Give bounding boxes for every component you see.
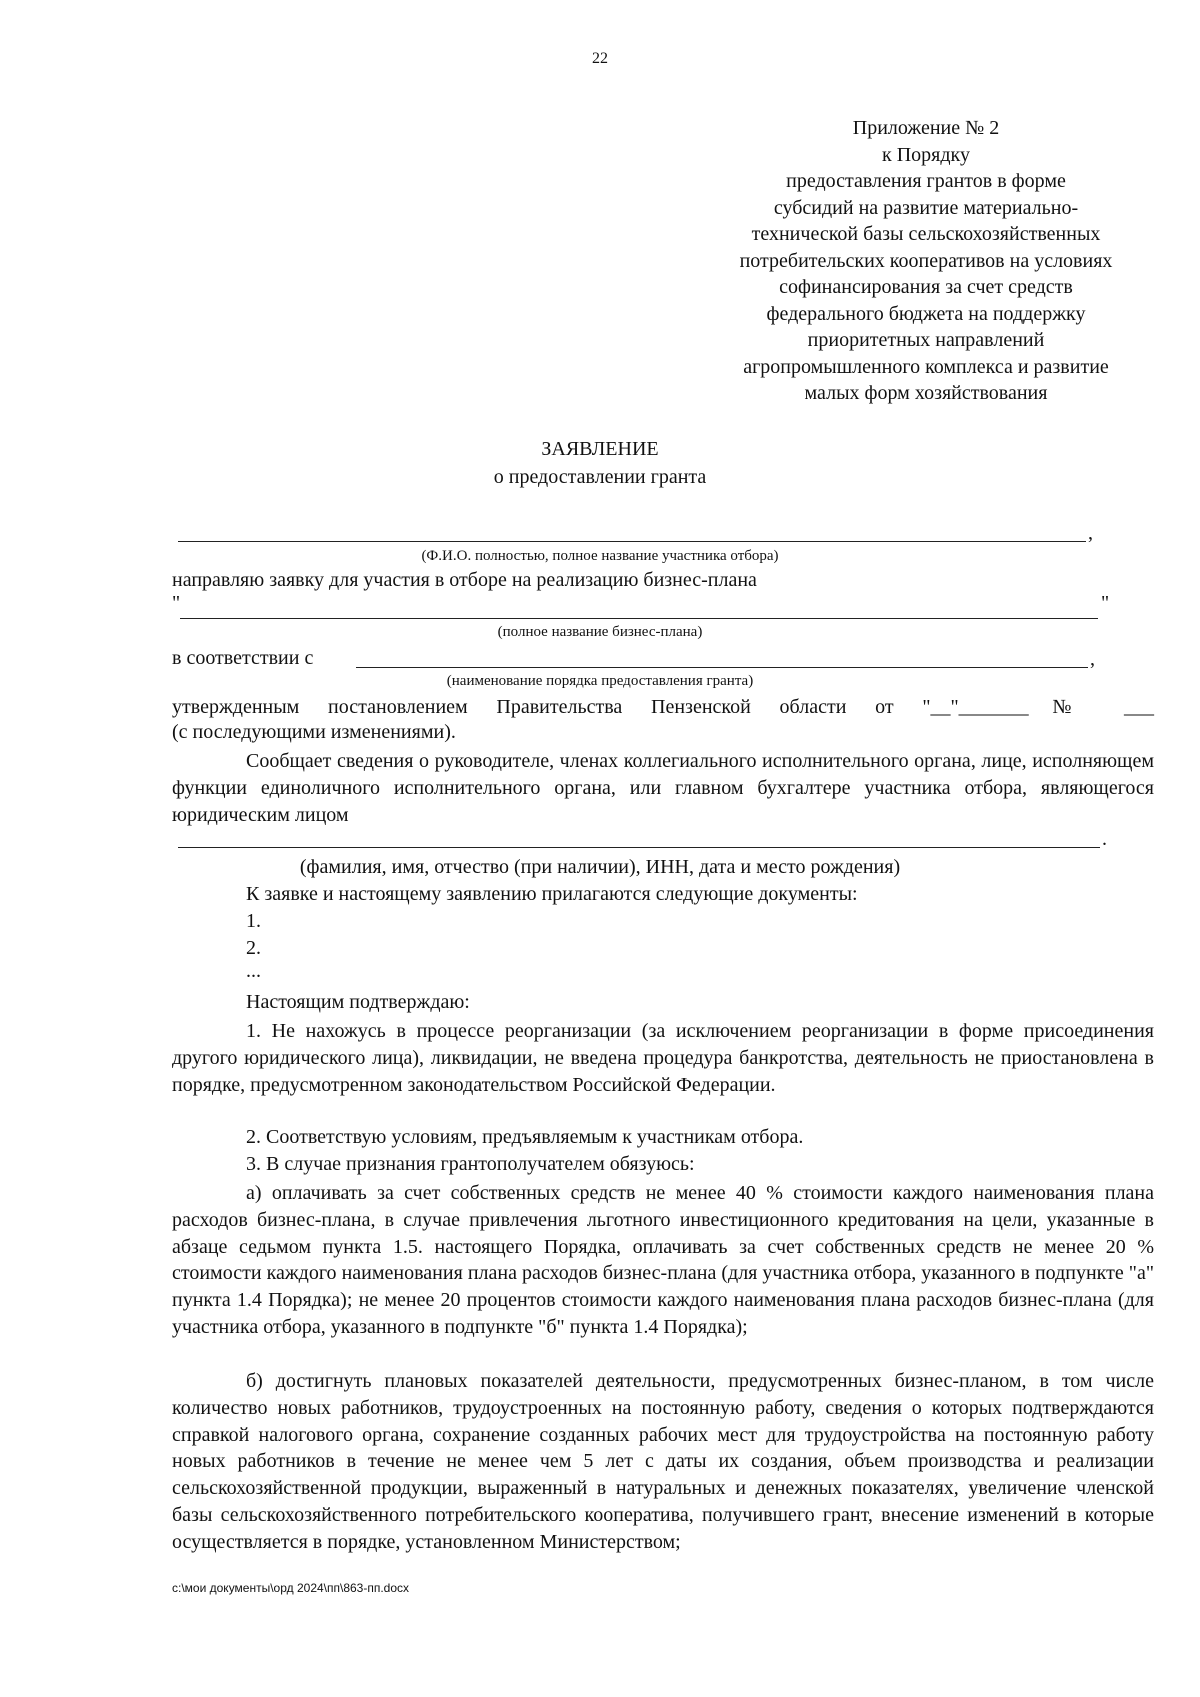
attachment-item: ... bbox=[246, 960, 261, 982]
attachments-intro: К заявке и настоящему заявлению прилагаются следующие документы: bbox=[246, 883, 858, 905]
informs-paragraph: Сообщает сведения о руководителе, членах коллегиального исполнительного органа, лице, исполняющем функции единоличного исполнительного органа, или главном бухгалтере участника отбора, являющегося юридическим лицом bbox=[172, 750, 1154, 826]
appendix-line: приоритетных направлений bbox=[807, 329, 1045, 351]
confirm-intro: Настоящим подтверждаю: bbox=[246, 991, 470, 1013]
changes-text: (с последующими изменениями). bbox=[172, 721, 456, 743]
attachment-item: 2. bbox=[246, 937, 261, 959]
person-dot: . bbox=[1102, 828, 1107, 850]
fio-comma: , bbox=[1088, 522, 1093, 544]
appendix-header bbox=[688, 115, 1164, 407]
appendix-line: федерального бюджета на поддержку bbox=[766, 302, 1086, 325]
confirm-paragraph-1: 1. Не нахожусь в процессе реорганизации (за исключением реорганизации в форме присоединения другого юридического лица), ликвидации, не введена процедура банкротства, деятельность не приостановлена в порядке, предусмотренном законодательством Российской Федерации. bbox=[172, 1020, 1154, 1096]
order-blank-line bbox=[356, 667, 1088, 668]
appendix-line: потребительских кооперативов на условиях bbox=[739, 249, 1113, 272]
appendix-line: агропромышленного комплекса и развитие bbox=[743, 355, 1109, 378]
plan-blank-line bbox=[180, 618, 1098, 619]
appendix-line: софинансирования за счет средств bbox=[779, 276, 1073, 298]
confirm-paragraph-2: 2. Соответствую условиям, предъявляемым к участникам отбора. bbox=[246, 1126, 804, 1148]
document-title: ЗАЯВЛЕНИЕ bbox=[541, 438, 659, 460]
quote-open: " bbox=[172, 592, 181, 614]
attachment-item: 1. bbox=[246, 910, 261, 932]
obligation-a: а) оплачивать за счет собственных средств не менее 40 % стоимости каждого наименования плана расходов бизнес-плана, в случае привлечения льготного инвестиционного кредитования на цели, указанные в абзаце седьмом пункта 1.5. настоящего Порядка, оплачивать за счет собственных средств не менее 20 % стоимости каждого наименования плана расходов бизнес-плана (для участника отбора, указанного в подпункте "а" пункта 1.4 Порядка); не менее 20 процентов стоимости каждого наименования плана расходов бизнес-плана (для участника отбора, указанного в подпункте "б" пункта 1.4 Порядка); bbox=[172, 1182, 1154, 1338]
plan-caption: (полное название бизнес-плана) bbox=[497, 624, 703, 640]
appendix-line: субсидий на развитие материально- bbox=[773, 196, 1079, 219]
appendix-line: Приложение № 2 bbox=[852, 117, 1000, 139]
direct-text: направляю заявку для участия в отборе на реализацию бизнес-плана bbox=[172, 569, 757, 591]
file-path-footer: c:\мои документы\орд 2024\пп\863-пп.docx bbox=[172, 1581, 410, 1595]
person-blank-line bbox=[178, 847, 1100, 848]
appendix-line: предоставления грантов в форме bbox=[786, 170, 1066, 192]
person-caption: (фамилия, имя, отчество (при наличии), ИНН, дата и место рождения) bbox=[299, 856, 901, 878]
order-caption: (наименование порядка предоставления гранта) bbox=[446, 673, 754, 689]
page-number: 22 bbox=[592, 50, 608, 67]
obligation-b: б) достигнуть плановых показателей деятельности, предусмотренных бизнес-планом, в том числе количество новых работников, трудоустроенных на постоянную работу, сведения о которых подтверждаются справкой налогового органа, сохранение созданных рабочих мест для трудоустройства на постоянную работу новых работников в течение не менее чем 5 лет с даты их создания, объем производства и реализации сельскохозяйственной продукции, выраженный в натуральных и денежных показателях, увеличение членской базы сельскохозяйственного потребительского кооператива, получившего грант, внесение изменений в которые осуществляется в порядке, установленном Министерством; bbox=[172, 1370, 1154, 1553]
appendix-line: малых форм хозяйствования bbox=[804, 382, 1048, 404]
document-subtitle: о предоставлении гранта bbox=[493, 466, 707, 488]
fio-blank-line bbox=[178, 541, 1086, 542]
order-comma: , bbox=[1090, 648, 1095, 670]
confirm-paragraph-3: 3. В случае признания грантополучателем обязуюсь: bbox=[246, 1153, 695, 1175]
fio-caption: (Ф.И.О. полностью, полное название участника отбора) bbox=[421, 548, 779, 564]
in-accordance-text: в соответствии с bbox=[172, 647, 314, 669]
approved-text: утвержденным постановлением Правительства Пензенской области от "__"_______№ ___ bbox=[172, 696, 1154, 718]
appendix-line: к Порядку bbox=[882, 143, 970, 166]
appendix-line: технической базы сельскохозяйственных bbox=[751, 223, 1101, 245]
quote-close: " bbox=[1101, 592, 1110, 614]
